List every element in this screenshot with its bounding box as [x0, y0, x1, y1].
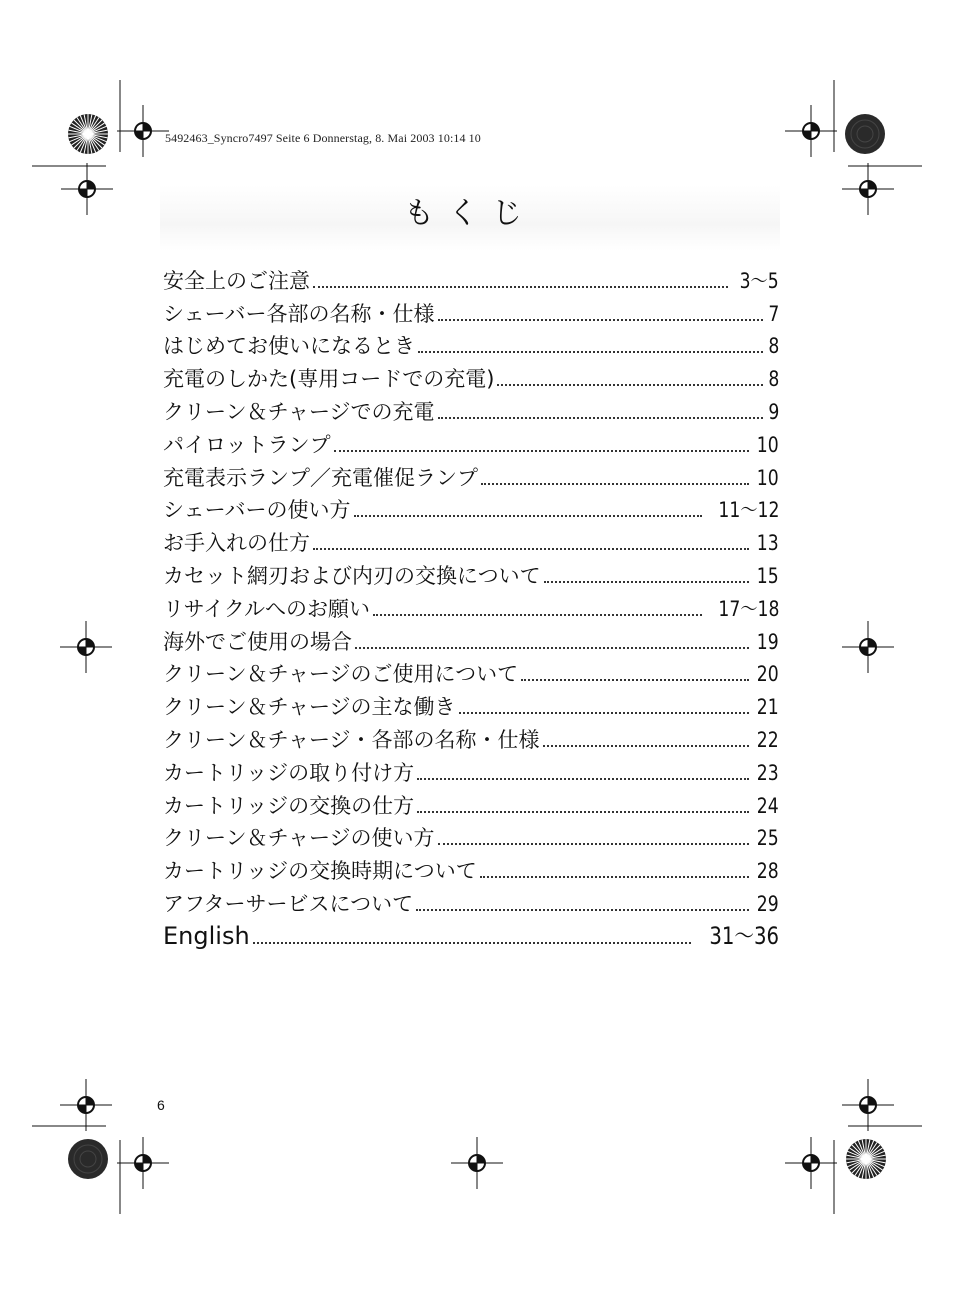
toc-entry[interactable]: [163, 521, 779, 554]
toc-entry-title: パイロットランプ: [163, 432, 331, 457]
toc-entry-title: クリーン＆チャージ・各部の名称・仕様: [163, 727, 540, 752]
toc-entry-page: 23: [757, 760, 779, 785]
toc-entry-page: 13: [757, 531, 779, 556]
toc-entry-page: 20: [757, 662, 779, 687]
print-header: 5492463_Syncro7497 Seite 6 Donnerstag, 8. Mai 2003 10:14 10: [165, 131, 481, 145]
toc-entry-title: クリーン＆チャージの主な働き: [163, 695, 456, 720]
toc-entry-page: 15: [757, 563, 779, 588]
toc-entry[interactable]: [163, 882, 779, 915]
toc-entry-title: クリーン＆チャージでの充電: [163, 399, 435, 424]
toc-leader-dots: [373, 614, 701, 616]
toc-entry-page: 24: [757, 793, 779, 818]
toc-entry-page: 8: [768, 334, 779, 359]
toc-entry[interactable]: [163, 390, 779, 423]
toc-leader-dots: [334, 450, 750, 452]
toc-entry[interactable]: [163, 259, 779, 292]
toc-entry[interactable]: [163, 292, 779, 325]
toc-leader-dots: [313, 286, 728, 288]
toc-entry-title: 充電表示ランプ／充電催促ランプ: [163, 465, 478, 490]
toc-leader-dots: [521, 679, 749, 681]
toc-entry-title: English: [163, 921, 250, 950]
toc-entry-page: 22: [757, 727, 779, 752]
toc-entry-page: 17〜18: [717, 596, 779, 621]
toc-entry-page: 10: [757, 432, 779, 457]
toc-entry[interactable]: [163, 620, 779, 653]
toc-entry-title: お手入れの仕方: [163, 531, 310, 556]
toc-entry-page: 10: [757, 465, 779, 490]
toc-leader-dots: [354, 515, 702, 517]
toc-entry-title: シェーバーの使い方: [163, 498, 351, 523]
toc-leader-dots: [459, 712, 750, 714]
toc-entry[interactable]: [163, 718, 779, 751]
toc-entry-title: はじめてお使いになるとき: [163, 334, 415, 359]
toc-entry-page: 19: [757, 629, 779, 654]
toc-entry-title: アフターサービスについて: [163, 891, 414, 916]
toc-leader-dots: [417, 778, 749, 780]
toc-leader-dots: [438, 417, 763, 419]
toc-entry[interactable]: [163, 817, 779, 850]
toc-entry[interactable]: [163, 915, 779, 948]
toc-leader-dots: [417, 811, 749, 813]
toc-entry-title: 充電のしかた(専用コードでの充電): [163, 367, 495, 392]
toc-entry-page: 29: [757, 891, 779, 916]
toc-entry-title: カートリッジの交換の仕方: [163, 793, 415, 818]
toc-leader-dots: [480, 876, 750, 878]
toc-entry-page: 21: [757, 695, 779, 720]
toc-entry-title: リサイクルへのお願い: [163, 596, 371, 621]
toc-leader-dots: [416, 909, 749, 911]
toc-entry-title: カートリッジの交換時期について: [163, 859, 477, 884]
toc-leader-dots: [497, 384, 762, 386]
toc-leader-dots: [313, 548, 749, 550]
toc-entry[interactable]: [163, 325, 779, 358]
toc-entry[interactable]: [163, 456, 779, 489]
toc-entry-page: 7: [768, 301, 779, 326]
toc-entry[interactable]: [163, 784, 779, 817]
toc-entry-title: シェーバー各部の名称・仕様: [163, 301, 435, 326]
toc-entry-page: 3〜5: [739, 268, 779, 293]
toc-leader-dots: [438, 319, 763, 321]
toc-entry-title: クリーン＆チャージのご使用について: [163, 662, 519, 687]
page-title: もくじ: [404, 196, 536, 231]
toc-entry-title: カートリッジの取り付け方: [163, 760, 415, 785]
toc-entry[interactable]: [163, 554, 779, 587]
toc-entry[interactable]: [163, 489, 779, 522]
toc-leader-dots: [481, 483, 749, 485]
toc-entry-title: 安全上のご注意: [163, 268, 310, 293]
toc-entry-page: 9: [768, 399, 779, 424]
toc-entry[interactable]: [163, 653, 779, 686]
toc-entry-title: 海外でご使用の場合: [163, 629, 352, 654]
toc-leader-dots: [355, 647, 749, 649]
toc-leader-dots: [438, 843, 750, 845]
toc-entry-page: 11〜12: [717, 498, 779, 523]
toc-leader-dots: [544, 581, 750, 583]
toc-leader-dots: [418, 351, 763, 353]
toc-entry-page: 28: [757, 859, 779, 884]
toc-entry[interactable]: [163, 849, 779, 882]
toc-entry[interactable]: [163, 357, 779, 390]
table-of-contents: [163, 259, 779, 948]
toc-entry[interactable]: [163, 751, 779, 784]
toc-entry-page: 31〜36: [709, 921, 779, 950]
toc-entry[interactable]: [163, 423, 779, 456]
toc-entry-title: クリーン＆チャージの使い方: [163, 826, 435, 851]
toc-leader-dots: [253, 942, 691, 944]
toc-entry-page: 8: [768, 367, 779, 392]
toc-entry[interactable]: [163, 587, 779, 620]
toc-entry[interactable]: [163, 685, 779, 718]
toc-entry-page: 25: [757, 826, 779, 851]
toc-leader-dots: [543, 745, 750, 747]
toc-entry-title: カセット網刃および内刃の交換について: [163, 563, 541, 588]
page-number: 6: [157, 1097, 165, 1113]
